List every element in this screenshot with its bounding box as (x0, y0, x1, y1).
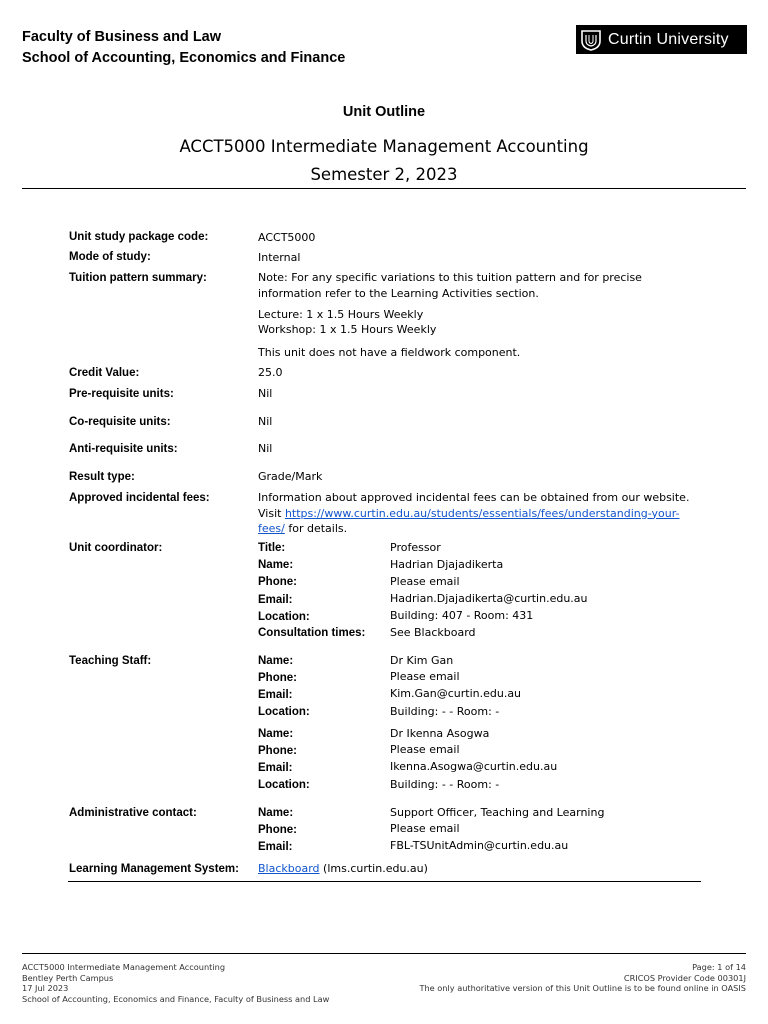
title-divider (22, 188, 746, 189)
logo-text: Curtin University (608, 30, 729, 48)
lms-url: (lms.curtin.edu.au) (319, 862, 428, 875)
admin-phone: Please email (390, 822, 460, 835)
tuition-lecture: Lecture: 1 x 1.5 Hours Weekly (258, 308, 424, 321)
admin-name: Support Officer, Teaching and Learning (390, 806, 605, 819)
admin-contact-label: Administrative contact: (69, 807, 197, 819)
footer-page: Page: 1 of 14 (692, 962, 746, 972)
fees-value (258, 490, 703, 537)
coordinator-consult: See Blackboard (390, 626, 476, 639)
footer-unit: ACCT5000 Intermediate Management Accounting (22, 962, 226, 972)
teaching-staff-label: Teaching Staff: (69, 655, 152, 667)
admin-phone-label: Phone: (258, 824, 297, 836)
semester: Semester 2, 2023 (310, 165, 458, 184)
staff2-email: Ikenna.Asogwa@curtin.edu.au (390, 760, 558, 773)
crest-icon (580, 29, 602, 51)
lms-label: Learning Management System: (69, 863, 239, 875)
mode-label: Mode of study: (69, 251, 151, 263)
coreq-label: Co-requisite units: (69, 416, 171, 428)
coordinator-phone-label: Phone: (258, 576, 297, 588)
fees-visit: Visit (258, 506, 285, 520)
staff2-location-label: Location: (258, 779, 310, 791)
result-label: Result type: (69, 471, 135, 483)
tuition-label: Tuition pattern summary: (69, 272, 207, 284)
coordinator-title: Professor (390, 541, 441, 554)
mode-value: Internal (258, 251, 301, 264)
staff1-name-label: Name: (258, 655, 294, 667)
staff1-location-label: Location: (258, 706, 310, 718)
staff1-location: Building: - - Room: - (390, 705, 500, 718)
coordinator-location: Building: 407 - Room: 431 (390, 609, 534, 622)
coordinator-label: Unit coordinator: (69, 542, 163, 554)
coordinator-name: Hadrian Djajadikerta (390, 558, 504, 571)
coordinator-name-label: Name: (258, 559, 294, 571)
prereq-value: Nil (258, 387, 273, 400)
coordinator-consult-label: Consultation times: (258, 627, 366, 639)
page-title (0, 133, 768, 189)
credit-label: Credit Value: (69, 367, 140, 379)
school-name: School of Accounting, Economics and Finance (22, 50, 346, 66)
staff2-email-label: Email: (258, 762, 293, 774)
unit-title: ACCT5000 Intermediate Management Accounting (179, 137, 589, 156)
result-value: Grade/Mark (258, 470, 323, 483)
footer-campus: Bentley Perth Campus (22, 972, 114, 983)
footer-divider (22, 953, 746, 954)
admin-email: FBL-TSUnitAdmin@curtin.edu.au (390, 839, 569, 852)
staff1-email-label: Email: (258, 689, 293, 701)
table-bottom-divider (68, 881, 701, 882)
antireq-label: Anti-requisite units: (69, 443, 178, 455)
tuition-note: Note: For any specific variations to this tuition pattern and for precise information refer to the Learning Activities section. (258, 271, 642, 300)
fees-text: Information about approved incidental fees can be obtained from our website. (258, 491, 690, 504)
code-label: Unit study package code: (69, 231, 209, 243)
staff2-phone-label: Phone: (258, 745, 297, 757)
staff1-phone: Please email (390, 670, 460, 683)
fees-link-line2 (258, 521, 703, 537)
staff1-name: Dr Kim Gan (390, 654, 454, 667)
admin-email-label: Email: (258, 841, 293, 853)
lms-value (258, 861, 428, 877)
coordinator-phone: Please email (390, 575, 460, 588)
coordinator-title-label: Title: (258, 542, 286, 554)
credit-value: 25.0 (258, 366, 283, 379)
staff1-phone-label: Phone: (258, 672, 297, 684)
antireq-value: Nil (258, 442, 273, 455)
faculty-heading (22, 27, 345, 69)
code-value: ACCT5000 (258, 231, 316, 244)
coordinator-email-label: Email: (258, 594, 293, 606)
faculty-name: Faculty of Business and Law (22, 29, 222, 45)
fees-details: for details. (284, 522, 348, 535)
blackboard-link[interactable]: Blackboard (258, 862, 320, 875)
footer-school: School of Accounting, Economics and Finance, Faculty of Business and Law (22, 993, 330, 1004)
coreq-value: Nil (258, 415, 273, 428)
footer-authority: The only authoritative version of this Unit Outline is to be found online in OASIS (419, 983, 746, 993)
staff2-location: Building: - - Room: - (390, 778, 500, 791)
staff2-name-label: Name: (258, 728, 294, 740)
prereq-label: Pre-requisite units: (69, 388, 174, 400)
fees-visit-line (258, 506, 703, 522)
staff1-email: Kim.Gan@curtin.edu.au (390, 687, 522, 700)
footer-left (22, 962, 329, 1004)
footer-right (419, 962, 746, 994)
fees-link[interactable]: https://www.curtin.edu.au/students/essentials/fees/understanding-your- (284, 506, 680, 520)
fees-label: Approved incidental fees: (69, 492, 210, 504)
coordinator-email: Hadrian.Djajadikerta@curtin.edu.au (390, 592, 588, 605)
curtin-logo (576, 25, 747, 54)
admin-name-label: Name: (258, 807, 294, 819)
tuition-workshop: Workshop: 1 x 1.5 Hours Weekly (258, 323, 437, 336)
tuition-fieldwork: This unit does not have a fieldwork component. (258, 346, 521, 359)
coordinator-location-label: Location: (258, 611, 310, 623)
staff2-name: Dr Ikenna Asogwa (390, 727, 490, 740)
footer-date: 17 Jul 2023 (22, 983, 69, 993)
fees-link-end[interactable]: fees/ (258, 522, 285, 535)
staff2-phone: Please email (390, 743, 460, 756)
document-heading: Unit Outline (342, 104, 426, 120)
footer-cricos: CRICOS Provider Code 00301J (623, 972, 746, 983)
